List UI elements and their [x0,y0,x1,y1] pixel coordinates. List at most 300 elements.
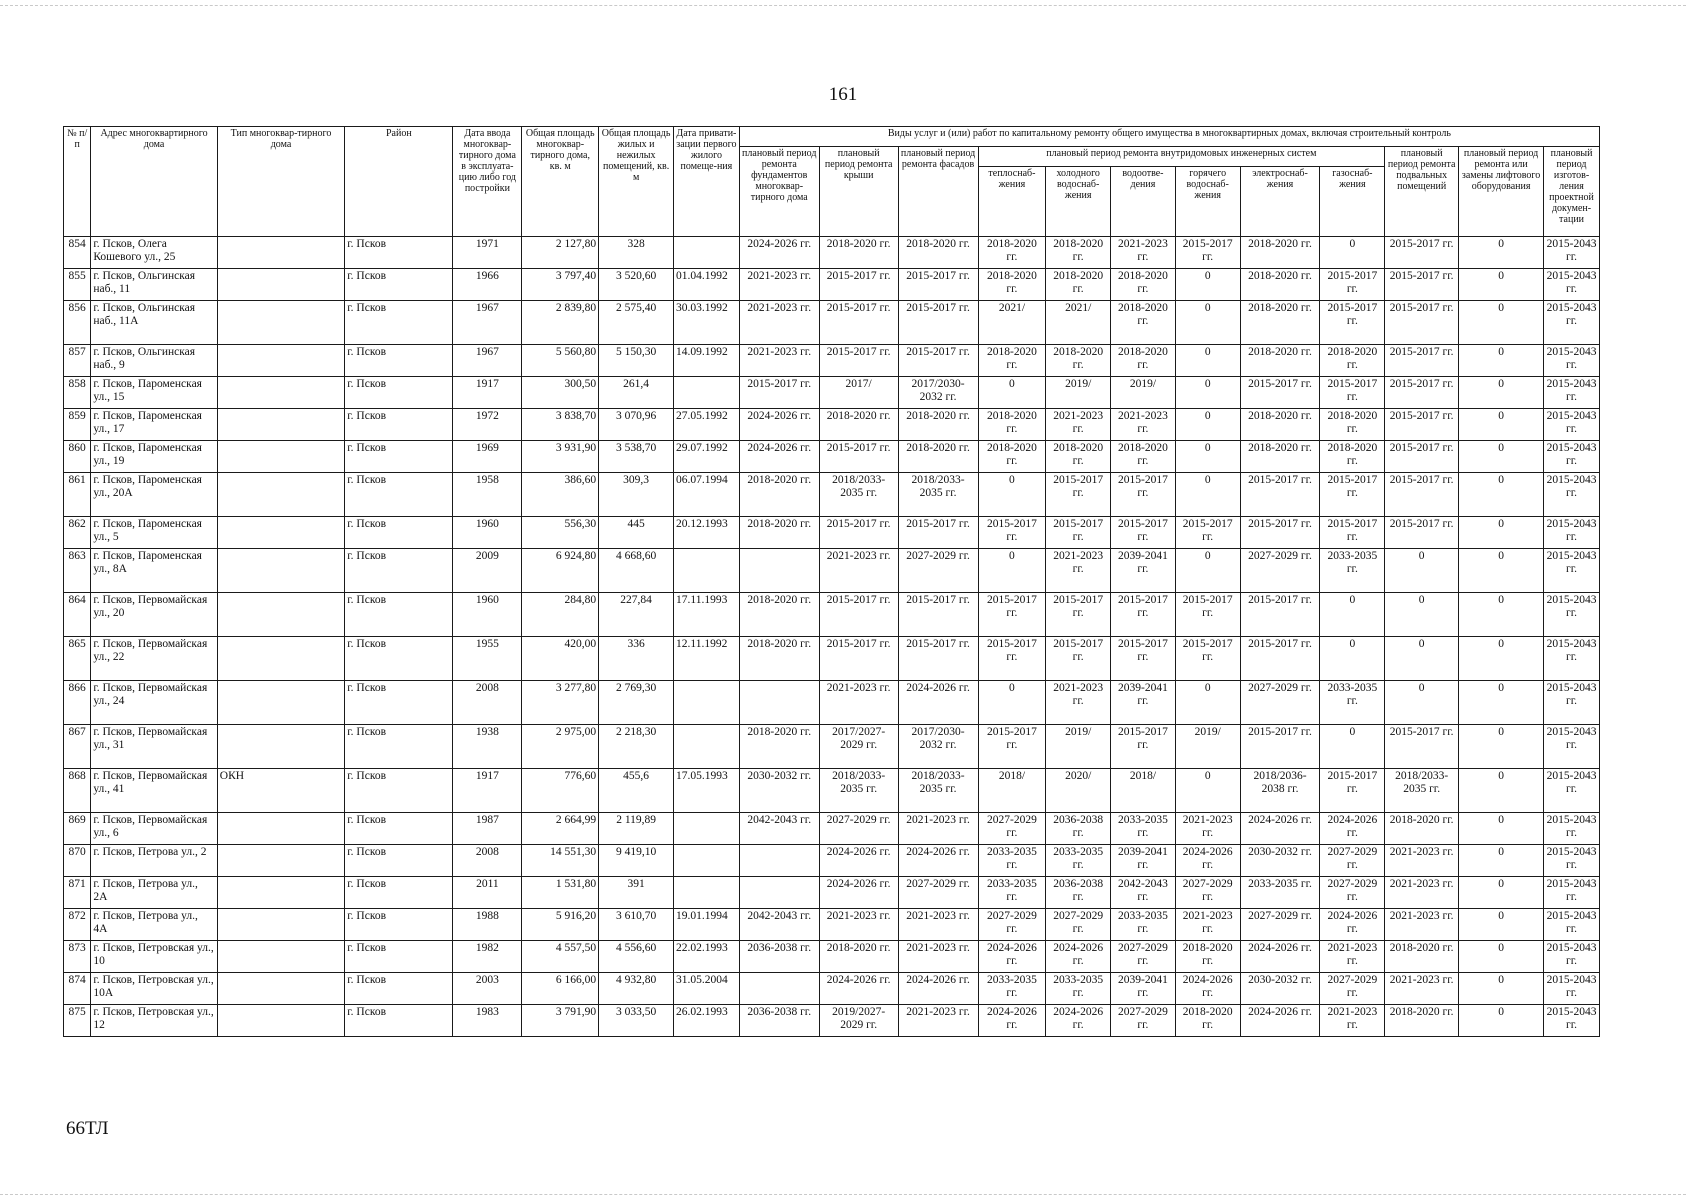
cell-living-area: 455,6 [599,769,674,813]
cell-total-area: 14 551,30 [522,845,599,877]
cell-elevator: 0 [1459,909,1544,941]
cell-total-area: 5 916,20 [522,909,599,941]
cell-facade: 2018/2033-2035 гг. [898,473,978,517]
cell-facade: 2024-2026 гг. [898,681,978,725]
cell-living-area: 3 520,60 [599,269,674,301]
cell-design-docs: 2015-2043 гг. [1544,769,1600,813]
cell-living-area: 2 119,89 [599,813,674,845]
cell-num: 856 [64,301,91,345]
cell-basement: 2018-2020 гг. [1385,813,1459,845]
cell-design-docs: 2015-2043 гг. [1544,409,1600,441]
cell-basement: 2015-2017 гг. [1385,725,1459,769]
cell-roof: 2018-2020 гг. [819,409,898,441]
cell-total-area: 3 838,70 [522,409,599,441]
cell-facade: 2015-2017 гг. [898,345,978,377]
cell-elevator: 0 [1459,769,1544,813]
cell-total-area: 2 839,80 [522,301,599,345]
cell-address: г. Псков, Первомайская ул., 20 [91,593,217,637]
cell-hot-water: 0 [1175,301,1240,345]
cell-design-docs: 2015-2043 гг. [1544,269,1600,301]
cell-year: 1967 [453,301,522,345]
cell-district: г. Псков [345,593,453,637]
cell-num: 865 [64,637,91,681]
cell-district: г. Псков [345,877,453,909]
cell-num: 867 [64,725,91,769]
cell-type [217,237,344,269]
cell-year: 1967 [453,345,522,377]
cell-gas: 2021-2023 гг. [1320,941,1385,973]
cell-privatization: 26.02.1993 [674,1005,740,1037]
cell-total-area: 3 791,90 [522,1005,599,1037]
cell-roof: 2018-2020 гг. [819,941,898,973]
cell-drainage: 2015-2017 гг. [1111,473,1176,517]
cell-district: г. Псков [345,345,453,377]
cell-hot-water: 2015-2017 гг. [1175,517,1240,549]
cell-roof: 2024-2026 гг. [819,845,898,877]
cell-privatization: 19.01.1994 [674,909,740,941]
cell-roof: 2015-2017 гг. [819,301,898,345]
cell-type: ОКН [217,769,344,813]
cell-heating: 2015-2017 гг. [978,637,1046,681]
cell-electric: 2015-2017 гг. [1240,593,1320,637]
cell-privatization [674,813,740,845]
cell-roof: 2015-2017 гг. [819,441,898,473]
cell-basement: 2021-2023 гг. [1385,877,1459,909]
cell-total-area: 5 560,80 [522,345,599,377]
cell-drainage: 2021-2023 гг. [1111,409,1176,441]
cell-living-area: 336 [599,637,674,681]
cell-drainage: 2015-2017 гг. [1111,725,1176,769]
cell-roof: 2015-2017 гг. [819,269,898,301]
cell-design-docs: 2015-2043 гг. [1544,473,1600,517]
cell-total-area: 556,30 [522,517,599,549]
table-body [64,237,1600,1037]
cell-living-area: 4 556,60 [599,941,674,973]
cell-foundation: 2021-2023 гг. [739,301,819,345]
cell-basement: 2021-2023 гг. [1385,845,1459,877]
cell-basement: 2015-2017 гг. [1385,473,1459,517]
header-roof: плановый период ремонта крыши [819,147,898,237]
cell-heating: 2033-2035 гг. [978,845,1046,877]
cell-cold-water: 2024-2026 гг. [1046,941,1111,973]
cell-electric: 2018-2020 гг. [1240,409,1320,441]
cell-address: г. Псков, Петровская ул., 10 [91,941,217,973]
cell-total-area: 2 975,00 [522,725,599,769]
cell-facade: 2017/2030-2032 гг. [898,377,978,409]
cell-gas: 2024-2026 гг. [1320,909,1385,941]
cell-heating: 2024-2026 гг. [978,1005,1046,1037]
cell-year: 2009 [453,549,522,593]
cell-type [217,637,344,681]
cell-gas: 2015-2017 гг. [1320,517,1385,549]
cell-privatization: 01.04.1992 [674,269,740,301]
cell-heating: 2018/ [978,769,1046,813]
header-gas: газоснаб-жения [1320,167,1385,237]
cell-foundation [739,845,819,877]
cell-heating: 0 [978,473,1046,517]
cell-cold-water: 2018-2020 гг. [1046,441,1111,473]
cell-hot-water: 2027-2029 гг. [1175,877,1240,909]
cell-gas: 2027-2029 гг. [1320,877,1385,909]
cell-total-area: 2 127,80 [522,237,599,269]
cell-type [217,301,344,345]
cell-heating: 2018-2020 гг. [978,237,1046,269]
cell-district: г. Псков [345,269,453,301]
cell-drainage: 2015-2017 гг. [1111,593,1176,637]
cell-drainage: 2018-2020 гг. [1111,269,1176,301]
cell-heating: 2033-2035 гг. [978,877,1046,909]
cell-basement: 2015-2017 гг. [1385,377,1459,409]
cell-foundation: 2024-2026 гг. [739,409,819,441]
cell-foundation [739,877,819,909]
cell-gas: 2018-2020 гг. [1320,441,1385,473]
cell-address: г. Псков, Первомайская ул., 41 [91,769,217,813]
page-number: 161 [828,84,858,105]
cell-num: 870 [64,845,91,877]
cell-drainage: 2033-2035 гг. [1111,909,1176,941]
cell-heating: 2027-2029 гг. [978,813,1046,845]
cell-electric: 2015-2017 гг. [1240,637,1320,681]
table-row [64,517,1600,549]
cell-privatization: 30.03.1992 [674,301,740,345]
cell-foundation [739,549,819,593]
cell-gas: 0 [1320,593,1385,637]
cell-elevator: 0 [1459,269,1544,301]
cell-design-docs: 2015-2043 гг. [1544,845,1600,877]
cell-elevator: 0 [1459,301,1544,345]
cell-hot-water: 2018-2020 гг. [1175,1005,1240,1037]
cell-type [217,377,344,409]
cell-roof: 2015-2017 гг. [819,517,898,549]
cell-elevator: 0 [1459,845,1544,877]
cell-elevator: 0 [1459,517,1544,549]
cell-year: 1971 [453,237,522,269]
cell-district: г. Псков [345,909,453,941]
cell-year: 1987 [453,813,522,845]
cell-type [217,813,344,845]
cell-num: 863 [64,549,91,593]
cell-basement: 0 [1385,637,1459,681]
cell-design-docs: 2015-2043 гг. [1544,681,1600,725]
cell-total-area: 386,60 [522,473,599,517]
cell-basement: 0 [1385,593,1459,637]
cell-privatization [674,845,740,877]
cell-num: 858 [64,377,91,409]
cell-gas: 2021-2023 гг. [1320,1005,1385,1037]
cell-total-area: 4 557,50 [522,941,599,973]
cell-total-area: 3 931,90 [522,441,599,473]
cell-foundation: 2021-2023 гг. [739,345,819,377]
cell-address: г. Псков, Петровская ул., 12 [91,1005,217,1037]
cell-design-docs: 2015-2043 гг. [1544,973,1600,1005]
cell-facade: 2015-2017 гг. [898,637,978,681]
table-row [64,877,1600,909]
cell-facade: 2021-2023 гг. [898,909,978,941]
cell-year: 1972 [453,409,522,441]
cell-design-docs: 2015-2043 гг. [1544,517,1600,549]
cell-elevator: 0 [1459,345,1544,377]
cell-cold-water: 2021-2023 гг. [1046,409,1111,441]
cell-basement: 2015-2017 гг. [1385,345,1459,377]
cell-address: г. Псков, Ольгинская наб., 11А [91,301,217,345]
cell-num: 859 [64,409,91,441]
cell-facade: 2018-2020 гг. [898,409,978,441]
cell-district: г. Псков [345,637,453,681]
cell-year: 1917 [453,377,522,409]
header-total-area: Общая площадь многоквар-тирного дома, кв. м [522,127,599,237]
cell-address: г. Псков, Пароменская ул., 8А [91,549,217,593]
cell-year: 2008 [453,681,522,725]
cell-electric: 2030-2032 гг. [1240,973,1320,1005]
cell-hot-water: 0 [1175,549,1240,593]
cell-heating: 2015-2017 гг. [978,517,1046,549]
cell-type [217,941,344,973]
cell-type [217,517,344,549]
cell-cold-water: 2033-2035 гг. [1046,845,1111,877]
cell-basement: 2015-2017 гг. [1385,409,1459,441]
cell-drainage: 2015-2017 гг. [1111,517,1176,549]
cell-roof: 2021-2023 гг. [819,909,898,941]
cell-design-docs: 2015-2043 гг. [1544,345,1600,377]
cell-num: 861 [64,473,91,517]
cell-design-docs: 2015-2043 гг. [1544,637,1600,681]
header-foundation: плановый период ремонта фундаментов многоквар-тирного дома [739,147,819,237]
table-row [64,549,1600,593]
header-electric: электроснаб-жения [1240,167,1320,237]
table-row [64,593,1600,637]
cell-gas: 2015-2017 гг. [1320,269,1385,301]
cell-heating: 2024-2026 гг. [978,941,1046,973]
cell-total-area: 6 924,80 [522,549,599,593]
cell-design-docs: 2015-2043 гг. [1544,941,1600,973]
cell-facade: 2024-2026 гг. [898,845,978,877]
cell-drainage: 2018-2020 гг. [1111,441,1176,473]
cell-hot-water: 0 [1175,769,1240,813]
cell-roof: 2018/2033-2035 гг. [819,769,898,813]
header-living-area: Общая площадь жилых и нежилых помещений, кв. м [599,127,674,237]
header-drainage: водоотве-дения [1111,167,1176,237]
cell-cold-water: 2015-2017 гг. [1046,473,1111,517]
cell-privatization: 12.11.1992 [674,637,740,681]
cell-cold-water: 2018-2020 гг. [1046,237,1111,269]
cell-address: г. Псков, Первомайская ул., 31 [91,725,217,769]
cell-electric: 2030-2032 гг. [1240,845,1320,877]
cell-heating: 2021/ [978,301,1046,345]
cell-roof: 2015-2017 гг. [819,593,898,637]
cell-num: 872 [64,909,91,941]
cell-design-docs: 2015-2043 гг. [1544,593,1600,637]
header-num: № п/п [64,127,91,237]
cell-gas: 0 [1320,637,1385,681]
cell-privatization [674,377,740,409]
cell-drainage: 2019/ [1111,377,1176,409]
cell-living-area: 3 538,70 [599,441,674,473]
cell-heating: 2015-2017 гг. [978,725,1046,769]
table-row [64,725,1600,769]
cell-living-area: 5 150,30 [599,345,674,377]
cell-electric: 2027-2029 гг. [1240,681,1320,725]
cell-living-area: 2 769,30 [599,681,674,725]
cell-cold-water: 2021-2023 гг. [1046,549,1111,593]
cell-basement: 2018/2033-2035 гг. [1385,769,1459,813]
cell-total-area: 1 531,80 [522,877,599,909]
cell-heating: 2018-2020 гг. [978,409,1046,441]
cell-foundation [739,681,819,725]
cell-roof: 2018-2020 гг. [819,237,898,269]
cell-roof: 2021-2023 гг. [819,681,898,725]
cell-address: г. Псков, Пароменская ул., 5 [91,517,217,549]
capital-repair-table [63,126,1600,1037]
cell-drainage: 2039-2041 гг. [1111,681,1176,725]
cell-heating: 2015-2017 гг. [978,593,1046,637]
cell-cold-water: 2018-2020 гг. [1046,269,1111,301]
cell-type [217,725,344,769]
header-privatization: Дата привати-зации первого жилого помеще-ния [674,127,740,237]
cell-basement: 2015-2017 гг. [1385,517,1459,549]
cell-heating: 2018-2020 гг. [978,441,1046,473]
cell-year: 2003 [453,973,522,1005]
cell-district: г. Псков [345,517,453,549]
cell-gas: 2033-2035 гг. [1320,681,1385,725]
cell-total-area: 3 797,40 [522,269,599,301]
table-row [64,973,1600,1005]
cell-cold-water: 2015-2017 гг. [1046,517,1111,549]
cell-drainage: 2039-2041 гг. [1111,973,1176,1005]
cell-foundation: 2042-2043 гг. [739,909,819,941]
cell-type [217,269,344,301]
table-row [64,769,1600,813]
cell-privatization: 14.09.1992 [674,345,740,377]
cell-basement: 0 [1385,681,1459,725]
cell-privatization: 22.02.1993 [674,941,740,973]
cell-year: 1960 [453,517,522,549]
header-design-docs: плановый период изготов-ления проектной докумен-тации [1544,147,1600,237]
table-row [64,473,1600,517]
cell-electric: 2024-2026 гг. [1240,813,1320,845]
cell-type [217,441,344,473]
cell-privatization: 17.11.1993 [674,593,740,637]
cell-gas: 2027-2029 гг. [1320,973,1385,1005]
cell-privatization [674,237,740,269]
cell-year: 1969 [453,441,522,473]
cell-total-area: 2 664,99 [522,813,599,845]
cell-elevator: 0 [1459,973,1544,1005]
cell-foundation: 2018-2020 гг. [739,725,819,769]
cell-privatization [674,681,740,725]
cell-drainage: 2039-2041 гг. [1111,845,1176,877]
cell-year: 1958 [453,473,522,517]
cell-hot-water: 0 [1175,409,1240,441]
header-works-group: Виды услуг и (или) работ по капитальному ремонту общего имущества в многоквартирных домах, включая строительный контроль [739,127,1599,147]
cell-elevator: 0 [1459,593,1544,637]
cell-facade: 2024-2026 гг. [898,973,978,1005]
cell-heating: 2018-2020 гг. [978,345,1046,377]
cell-address: г. Псков, Пароменская ул., 17 [91,409,217,441]
cell-gas: 2015-2017 гг. [1320,301,1385,345]
cell-elevator: 0 [1459,941,1544,973]
cell-cold-water: 2015-2017 гг. [1046,593,1111,637]
table-row [64,681,1600,725]
cell-gas: 2015-2017 гг. [1320,377,1385,409]
cell-address: г. Псков, Петрова ул., 4А [91,909,217,941]
header-elevator: плановый период ремонта или замены лифтового оборудования [1459,147,1544,237]
cell-living-area: 9 419,10 [599,845,674,877]
cell-roof: 2027-2029 гг. [819,813,898,845]
cell-gas: 2015-2017 гг. [1320,769,1385,813]
cell-foundation [739,973,819,1005]
cell-basement: 2018-2020 гг. [1385,1005,1459,1037]
cell-cold-water: 2020/ [1046,769,1111,813]
cell-cold-water: 2036-2038 гг. [1046,877,1111,909]
cell-electric: 2018-2020 гг. [1240,237,1320,269]
cell-address: г. Псков, Пароменская ул., 19 [91,441,217,473]
cell-gas: 0 [1320,725,1385,769]
cell-cold-water: 2027-2029 гг. [1046,909,1111,941]
cell-address: г. Псков, Ольгинская наб., 9 [91,345,217,377]
cell-privatization [674,549,740,593]
cell-year: 1955 [453,637,522,681]
cell-electric: 2018/2036-2038 гг. [1240,769,1320,813]
cell-hot-water: 0 [1175,345,1240,377]
cell-num: 855 [64,269,91,301]
header-heating: теплоснаб-жения [978,167,1046,237]
cell-address: г. Псков, Пароменская ул., 15 [91,377,217,409]
cell-design-docs: 2015-2043 гг. [1544,813,1600,845]
cell-type [217,549,344,593]
cell-electric: 2015-2017 гг. [1240,725,1320,769]
table-row [64,845,1600,877]
cell-hot-water: 0 [1175,377,1240,409]
table-row [64,237,1600,269]
cell-elevator: 0 [1459,549,1544,593]
cell-design-docs: 2015-2043 гг. [1544,549,1600,593]
cell-total-area: 776,60 [522,769,599,813]
cell-num: 871 [64,877,91,909]
cell-num: 869 [64,813,91,845]
cell-heating: 2018-2020 гг. [978,269,1046,301]
cell-elevator: 0 [1459,409,1544,441]
cell-electric: 2015-2017 гг. [1240,517,1320,549]
cell-facade: 2015-2017 гг. [898,269,978,301]
cell-type [217,909,344,941]
header-facade: плановый период ремонта фасадов [898,147,978,237]
cell-living-area: 227,84 [599,593,674,637]
cell-basement: 2021-2023 гг. [1385,909,1459,941]
cell-living-area: 4 932,80 [599,973,674,1005]
cell-hot-water: 2015-2017 гг. [1175,593,1240,637]
cell-drainage: 2027-2029 гг. [1111,1005,1176,1037]
header-address: Адрес многоквартирного дома [91,127,217,237]
cell-basement: 2015-2017 гг. [1385,441,1459,473]
cell-living-area: 3 033,50 [599,1005,674,1037]
cell-electric: 2018-2020 гг. [1240,345,1320,377]
cell-hot-water: 2015-2017 гг. [1175,237,1240,269]
header-date-commission: Дата ввода многоквар-тирного дома в эксплуата-цию либо год постройки [453,127,522,237]
cell-hot-water: 0 [1175,441,1240,473]
cell-year: 1983 [453,1005,522,1037]
table-row [64,637,1600,681]
cell-year: 1982 [453,941,522,973]
cell-electric: 2024-2026 гг. [1240,941,1320,973]
cell-privatization: 06.07.1994 [674,473,740,517]
cell-type [217,345,344,377]
cell-living-area: 328 [599,237,674,269]
cell-hot-water: 0 [1175,473,1240,517]
cell-district: г. Псков [345,845,453,877]
cell-district: г. Псков [345,237,453,269]
cell-basement: 0 [1385,549,1459,593]
cell-elevator: 0 [1459,877,1544,909]
